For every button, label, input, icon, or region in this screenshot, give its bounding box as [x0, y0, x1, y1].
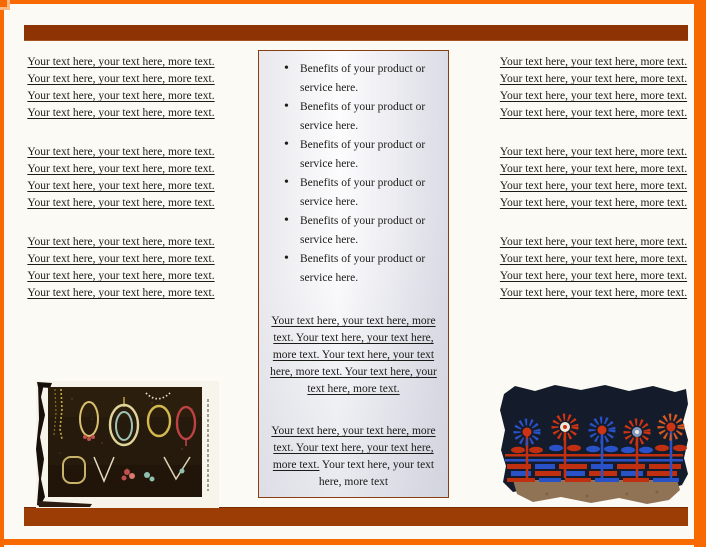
left-column	[27, 54, 215, 324]
page-border-top	[0, 0, 706, 4]
placeholder-text: Your text here, your text here, more text. Your text here, your text here, more text. Your text here, your text here, more text. Your text here, your text here, more text.	[27, 236, 215, 299]
center-paragraph-1	[269, 313, 438, 398]
jewelry-photo-svg	[32, 379, 223, 513]
jewelry-photo-image	[32, 379, 223, 513]
benefit-item: • Benefits of your product or service here.	[300, 174, 434, 212]
center-benefits-panel	[258, 50, 449, 498]
header-rule-bar	[24, 25, 688, 41]
page-border-bottom	[0, 539, 706, 545]
benefit-item: • Benefits of your product or service here.	[300, 136, 434, 174]
placeholder-text: Your text here, your text here, more text. Your text here, your text here, more text. Your text here, your text here, more text. Your text here, your text here, more text.	[27, 146, 215, 209]
benefit-item: • Benefits of your product or service here.	[300, 60, 434, 98]
flower-art-image	[497, 382, 691, 510]
placeholder-text: Your text here, your text here, more text. Your text here, your text here, more text. Your text here, your text here, more text. Your text here, your text here, more text.	[499, 236, 688, 299]
placeholder-text: Your text here, your text here, more text. Your text here, your text here, more text. Your text here, your text here, more text. Your text here, your text here, more text.	[499, 146, 688, 209]
left-paragraph-2	[27, 144, 215, 212]
placeholder-text: Your text here, your text here, more text. Your text here, your text here, more text. Your text here, your text here, more text. Your text here, your text here, more text.	[499, 56, 688, 119]
page-border-left	[0, 0, 4, 547]
benefit-item: • Benefits of your product or service here.	[300, 250, 434, 288]
right-paragraph-3	[499, 234, 688, 302]
center-paragraph-2	[269, 423, 438, 491]
corner-ornament	[0, 0, 10, 10]
flower-art-svg	[497, 382, 691, 510]
left-paragraph-1	[27, 54, 215, 122]
placeholder-text-underlined: Your text here, your text here, more text. Your text here, your text here, more text.	[271, 425, 436, 471]
benefit-item: • Benefits of your product or service here.	[300, 212, 434, 250]
placeholder-text: Your text here, your text here, more text. Your text here, your text here, more text. Your text here, your text here, more text. Your text here, your text here, more text.	[270, 315, 437, 395]
page-border-right	[694, 0, 706, 547]
right-column	[499, 54, 688, 324]
placeholder-text-plain: Your text here, your text here, more text	[318, 459, 435, 488]
benefits-list	[259, 60, 448, 288]
left-paragraph-3	[27, 234, 215, 302]
placeholder-text: Your text here, your text here, more text. Your text here, your text here, more text. Your text here, your text here, more text. Your text here, your text here, more text.	[27, 56, 215, 119]
benefit-item: • Benefits of your product or service here.	[300, 98, 434, 136]
right-paragraph-2	[499, 144, 688, 212]
right-paragraph-1	[499, 54, 688, 122]
